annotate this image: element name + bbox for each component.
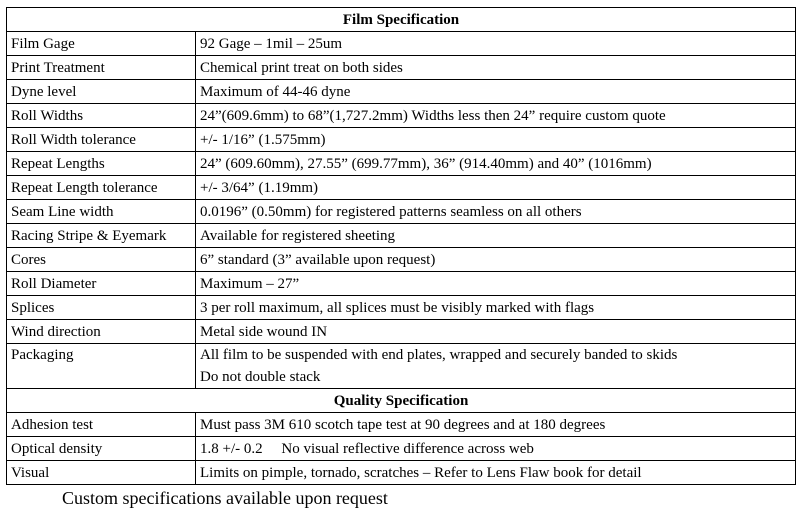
table-row	[7, 152, 796, 176]
quality-spec-header: Quality Specification	[7, 389, 796, 413]
spec-value: Limits on pimple, tornado, scratches – Refer to Lens Flaw book for detail	[196, 461, 796, 485]
packaging-line-1: All film to be suspended with end plates, wrapped and securely banded to skids	[200, 347, 678, 363]
spec-label: Roll Widths	[7, 104, 196, 128]
spec-label: Adhesion test	[7, 413, 196, 437]
table-row	[7, 104, 796, 128]
table-row	[7, 437, 796, 461]
table-row	[7, 224, 796, 248]
table-row	[7, 128, 796, 152]
spec-value: 1.8 +/- 0.2 No visual reflective difference across web	[196, 437, 796, 461]
spec-value: +/- 3/64” (1.19mm)	[196, 176, 796, 200]
packaging-row	[7, 344, 796, 389]
spec-value: Must pass 3M 610 scotch tape test at 90 degrees and at 180 degrees	[196, 413, 796, 437]
film-spec-header-row	[7, 8, 796, 32]
spec-value: +/- 1/16” (1.575mm)	[196, 128, 796, 152]
spec-value: 24”(609.6mm) to 68”(1,727.2mm) Widths less then 24” require custom quote	[196, 104, 796, 128]
quality-spec-header-row	[7, 389, 796, 413]
spec-label: Splices	[7, 296, 196, 320]
table-row	[7, 461, 796, 485]
spec-value: Maximum of 44-46 dyne	[196, 80, 796, 104]
spec-label: Film Gage	[7, 32, 196, 56]
table-row	[7, 320, 796, 344]
spec-label: Repeat Length tolerance	[7, 176, 196, 200]
table-row	[7, 32, 796, 56]
spec-value: Chemical print treat on both sides	[196, 56, 796, 80]
spec-value: Available for registered sheeting	[196, 224, 796, 248]
spec-value: 24” (609.60mm), 27.55” (699.77mm), 36” (914.40mm) and 40” (1016mm)	[196, 152, 796, 176]
spec-value: Metal side wound IN	[196, 320, 796, 344]
table-row	[7, 200, 796, 224]
spec-label: Wind direction	[7, 320, 196, 344]
spec-label: Repeat Lengths	[7, 152, 196, 176]
spec-value: 6” standard (3” available upon request)	[196, 248, 796, 272]
spec-value: Maximum – 27”	[196, 272, 796, 296]
spec-label: Racing Stripe & Eyemark	[7, 224, 196, 248]
footer-note: Custom specifications available upon request	[62, 488, 388, 508]
spec-label: Cores	[7, 248, 196, 272]
spec-label: Dyne level	[7, 80, 196, 104]
table-row	[7, 176, 796, 200]
spec-label: Optical density	[7, 437, 196, 461]
table-row	[7, 296, 796, 320]
spec-label: Seam Line width	[7, 200, 196, 224]
spec-label: Visual	[7, 461, 196, 485]
table-row	[7, 413, 796, 437]
spec-value: 92 Gage – 1mil – 25um	[196, 32, 796, 56]
spec-label: Print Treatment	[7, 56, 196, 80]
table-row	[7, 80, 796, 104]
spec-value: 3 per roll maximum, all splices must be visibly marked with flags	[196, 296, 796, 320]
table-row	[7, 248, 796, 272]
spec-label: Roll Width tolerance	[7, 128, 196, 152]
table-row	[7, 272, 796, 296]
specification-table	[6, 7, 796, 485]
spec-label: Roll Diameter	[7, 272, 196, 296]
table-row	[7, 56, 796, 80]
spec-value: 0.0196” (0.50mm) for registered patterns seamless on all others	[196, 200, 796, 224]
spec-label: Packaging	[7, 344, 196, 389]
spec-value	[196, 344, 796, 389]
packaging-line-2: Do not double stack	[200, 369, 321, 385]
film-spec-header: Film Specification	[7, 8, 796, 32]
